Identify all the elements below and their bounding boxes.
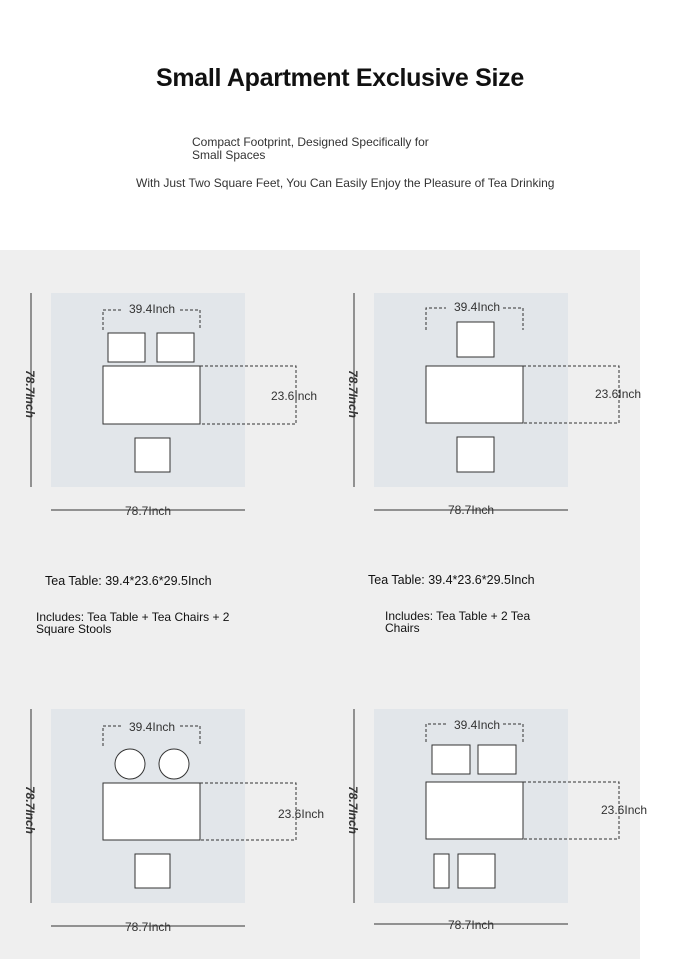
room-width-label: 78.7Inch <box>448 503 495 517</box>
square-stool <box>458 854 495 888</box>
subtitle-tea-drinking: With Just Two Square Feet, You Can Easily Enjoy the Pleasure of Tea Drinking <box>136 176 555 190</box>
tea-chair <box>457 437 494 472</box>
layout-diagram-2 <box>346 290 651 530</box>
includes-text-1: Includes: Tea Table + Tea Chairs + 2 Square Stools <box>36 610 230 636</box>
tea-table <box>426 782 523 839</box>
table-width-label: 39.4Inch <box>454 718 501 732</box>
round-stool <box>115 749 145 779</box>
subtitle-compact-footprint: Compact Footprint, Designed Specifically for Small Spaces <box>192 135 429 162</box>
room-height-label: 78.7Inch <box>23 369 38 419</box>
tea-chair <box>478 745 516 774</box>
tea-chair <box>432 745 470 774</box>
layout-diagram-1-graphic <box>28 290 328 530</box>
round-stool <box>159 749 189 779</box>
spec-text-2: Tea Table: 39.4*23.6*29.5Inch <box>368 573 535 587</box>
page-title: Small Apartment Exclusive Size <box>155 64 524 92</box>
table-depth-label: 23.6Inch <box>601 803 648 817</box>
room-height-label: 78.7Inch <box>23 785 38 835</box>
room-height-label: 78.7Inch <box>346 369 361 419</box>
layout-diagram-2-graphic <box>351 290 651 530</box>
table-depth-label: 23.6Inch <box>595 387 642 401</box>
table-width-label: 39.4Inch <box>129 302 176 316</box>
layout-diagram-4 <box>346 706 651 946</box>
table-depth-label: 23.6Inch <box>271 389 318 403</box>
table-depth-label: 23.6Inch <box>278 807 325 821</box>
tea-chair <box>108 333 145 362</box>
room-width-label: 78.7Inch <box>448 918 495 932</box>
layout-diagram-3 <box>23 706 328 946</box>
layout-diagram-4-graphic <box>351 706 651 946</box>
table-width-label: 39.4Inch <box>129 720 176 734</box>
table-width-label: 39.4Inch <box>454 300 501 314</box>
tea-table <box>426 366 523 423</box>
header-section <box>0 0 640 250</box>
room-width-label: 78.7Inch <box>125 920 172 934</box>
room-height-label: 78.7Inch <box>346 785 361 835</box>
layout-diagram-3-graphic <box>28 706 328 946</box>
tea-chair <box>157 333 194 362</box>
square-stool <box>135 854 170 888</box>
tea-table <box>103 783 200 840</box>
tea-chair <box>457 322 494 357</box>
square-stool <box>135 438 170 472</box>
includes-text-2: Includes: Tea Table + 2 Tea Chairs <box>385 609 531 635</box>
side-stool <box>434 854 449 888</box>
layout-diagram-1 <box>23 290 328 530</box>
tea-table <box>103 366 200 424</box>
spec-text-1: Tea Table: 39.4*23.6*29.5Inch <box>45 574 212 588</box>
room-width-label: 78.7Inch <box>125 504 172 518</box>
